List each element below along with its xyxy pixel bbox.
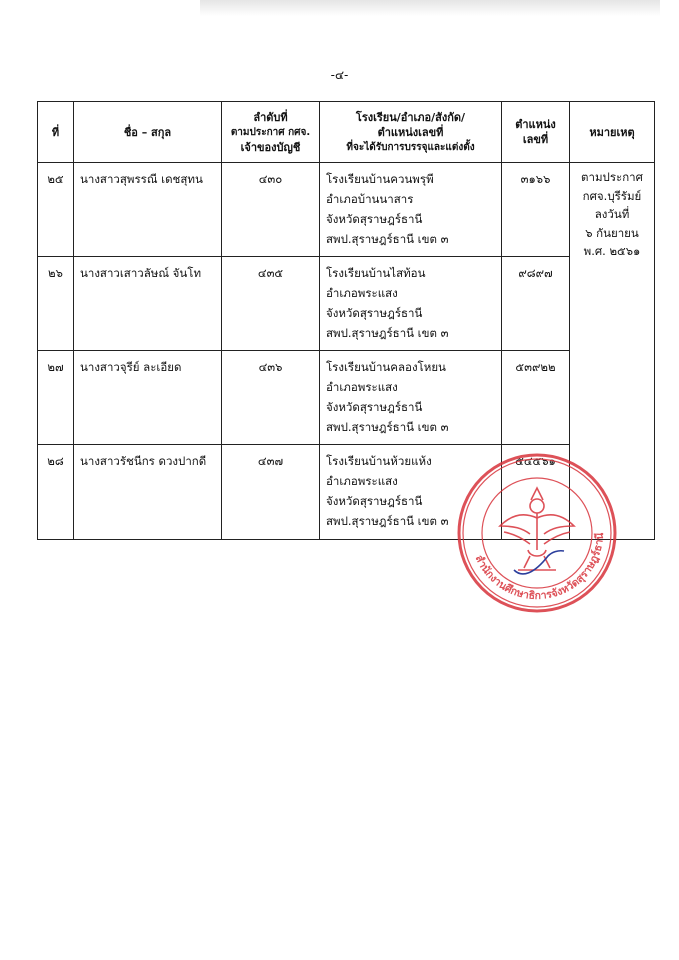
row-school-cell (320, 163, 502, 257)
row-school-line: จังหวัดสุราษฎร์ธานี (326, 212, 423, 226)
row-rank-cell (222, 445, 320, 540)
row-no: ๒๕ (47, 172, 64, 186)
header-school (320, 102, 502, 163)
header-no: ที่ (38, 102, 74, 163)
row-no-cell (38, 351, 74, 445)
header-position (502, 102, 570, 163)
row-no: ๒๗ (47, 360, 64, 374)
row-school-line: จังหวัดสุราษฎร์ธานี (326, 306, 423, 320)
row-school-line: โรงเรียนบ้านคลองโหยน (326, 360, 446, 374)
row-name: นางสาวสุพรรณี เดชสุทน (80, 172, 203, 186)
row-position: ๓๑๖๖ (520, 172, 551, 186)
remark-line: ลงวันที่ (594, 207, 630, 221)
header-remark: หมายเหตุ (570, 102, 655, 163)
row-position: ๙๘๙๗ (518, 266, 553, 280)
row-name-cell (74, 257, 222, 351)
row-school-line: สพป.สุราษฎร์ธานี เขต ๓ (326, 420, 449, 434)
header-school-line: ตำแหน่งเลขที่ (377, 125, 444, 139)
remark-line: กศจ.บุรีรัมย์ (582, 188, 642, 203)
row-name-cell (74, 351, 222, 445)
row-school-line: โรงเรียนบ้านไสท้อน (326, 266, 426, 280)
header-row (38, 102, 655, 163)
row-rank: ๔๓๗ (257, 454, 284, 468)
row-name: นางสาวจุรีย์ ละเอียด (80, 360, 182, 374)
row-rank: ๔๓๕ (257, 266, 284, 280)
page-number: -๔- (330, 68, 349, 82)
header-name: ชื่อ – สกุล (74, 102, 222, 163)
row-school-line: สพป.สุราษฎร์ธานี เขต ๓ (326, 232, 449, 246)
row-no-cell (38, 445, 74, 540)
row-school-line: อำเภอบ้านนาสาร (326, 192, 414, 206)
header-rank-line: เจ้าของบัญชี (240, 140, 301, 154)
row-school-line: โรงเรียนบ้านห้วยแห้ง (326, 454, 432, 468)
remark-line: ๖ กันยายน (585, 225, 639, 240)
row-rank: ๔๓๖ (258, 360, 283, 374)
row-school-line: สพป.สุราษฎร์ธานี เขต ๓ (326, 514, 449, 528)
row-name-cell (74, 163, 222, 257)
row-no: ๒๘ (47, 454, 64, 468)
garuda-emblem-icon (500, 488, 574, 570)
row-school-line: สพป.สุราษฎร์ธานี เขต ๓ (326, 326, 449, 340)
row-name: นางสาวรัชนีกร ดวงปากดี (80, 454, 207, 468)
row-school-line: อำเภอพระแสง (326, 286, 398, 300)
row-no: ๒๖ (48, 266, 63, 280)
row-no-cell (38, 257, 74, 351)
table-row (38, 163, 655, 257)
table-row (38, 351, 655, 445)
row-position: ๕๔๕๖๑ (515, 454, 556, 468)
header-rank-line: ตามประกาศ กศจ. (230, 126, 311, 138)
header-position-line: ตำแหน่ง (515, 118, 556, 131)
row-school-line: อำเภอพระแสง (326, 380, 398, 394)
row-school-cell (320, 351, 502, 445)
header-rank (222, 102, 320, 163)
row-name-cell (74, 445, 222, 540)
row-rank-cell (222, 351, 320, 445)
row-school-line: โรงเรียนบ้านควนพรุพี (326, 172, 434, 186)
header-school-line: ที่จะได้รับการบรรจุและแต่งตั้ง (346, 141, 475, 153)
row-position: ๕๓๙๒๒ (515, 360, 556, 374)
row-school-cell (320, 257, 502, 351)
row-rank-cell (222, 257, 320, 351)
seal-text: สำนักงานศึกษาธิการจังหวัดสุราษฎร์ธานี (472, 532, 607, 603)
remark-line: ตามประกาศ (581, 170, 643, 184)
row-school-line: อำเภอพระแสง (326, 474, 398, 488)
table-row (38, 257, 655, 351)
row-name: นางสาวเสาวลัษณ์ จันโท (80, 266, 202, 280)
header-rank-line: ลำดับที่ (253, 110, 288, 124)
header-school-line: โรงเรียน/อำเภอ/สังกัด/ (355, 110, 466, 124)
row-rank-cell (222, 163, 320, 257)
official-seal (456, 452, 618, 614)
header-position-line: เลขที่ (522, 133, 549, 146)
row-no-cell (38, 163, 74, 257)
row-position-cell (502, 163, 570, 257)
row-position-cell (502, 351, 570, 445)
scan-bleed (200, 0, 660, 16)
row-school-line: จังหวัดสุราษฎร์ธานี (326, 494, 423, 508)
remark-line: พ.ศ. ๒๕๖๑ (583, 244, 641, 258)
row-position-cell (502, 257, 570, 351)
row-school-line: จังหวัดสุราษฎร์ธานี (326, 400, 423, 414)
row-rank: ๔๓๐ (258, 172, 283, 186)
